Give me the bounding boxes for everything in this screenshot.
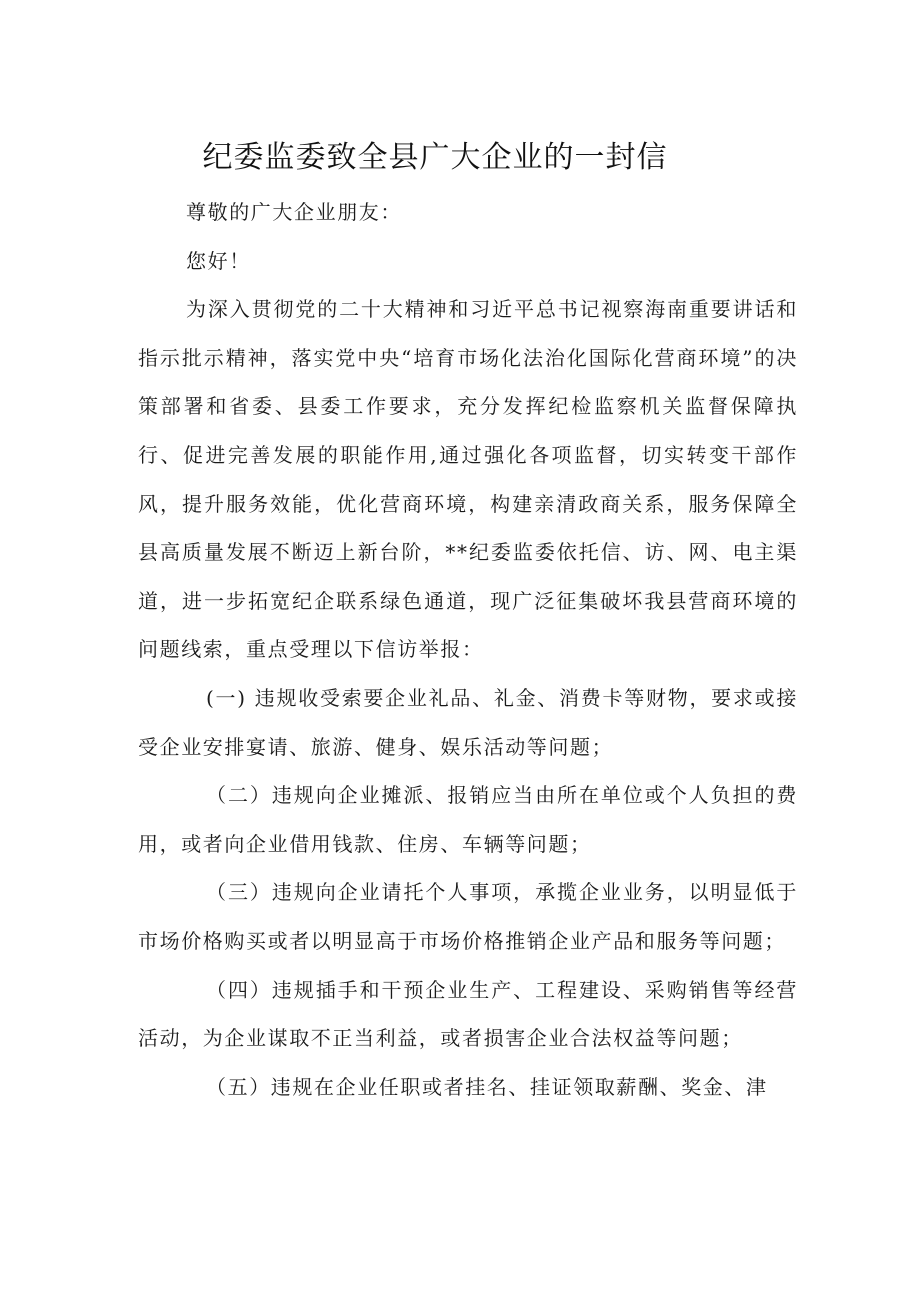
document-title bbox=[0, 136, 920, 180]
salutation: 尊敬的广大企业朋友： bbox=[186, 200, 402, 224]
document-title-text: 纪委监委致全县广大企业的一封信 bbox=[202, 140, 668, 175]
item-3: （三）违规向企业请托个人事项，承揽企业业务，以明显低于市场价格购买或者以明显高于市场价格推销企业产品和服务等问题； bbox=[138, 880, 798, 953]
item-5: （五）违规在企业任职或者挂名、挂证领取薪酬、奖金、津 bbox=[206, 1074, 768, 1099]
document-body bbox=[138, 188, 798, 1111]
item-1: (一) 违规收受索要企业礼品、礼金、消费卡等财物，要求或接受企业安排宴请、旅游、健身、娱乐活动等问题； bbox=[138, 685, 798, 759]
greeting: 您好！ bbox=[186, 248, 251, 273]
item-2: （二）违规向企业摊派、报销应当由所在单位或个人负担的费用，或者向企业借用钱款、住房、车辆等问题； bbox=[138, 783, 798, 856]
intro-paragraph: 为深入贯彻党的二十大精神和习近平总书记视察海南重要讲话和指示批示精神，落实党中央“培育市场化法治化国际化营商环境”的决策部署和省委、县委工作要求，充分发挥纪检监察机关监督保障执行、促进完善发展的职能作用,通过强化各项监督，切实转变干部作风，提升服务效能，优化营商环境，构建亲清政商关系，服务保障全县高质量发展不断迈上新台阶，**纪委监委依托信、访、网、电主渠道，进一步拓宽纪企联系绿色通道，现广泛征集破坏我县营商环境的问题线索，重点受理以下信访举报： bbox=[138, 297, 798, 662]
item-4: （四）违规插手和干预企业生产、工程建设、采购销售等经营活动，为企业谋取不正当利益，或者损害企业合法权益等问题； bbox=[138, 977, 798, 1051]
